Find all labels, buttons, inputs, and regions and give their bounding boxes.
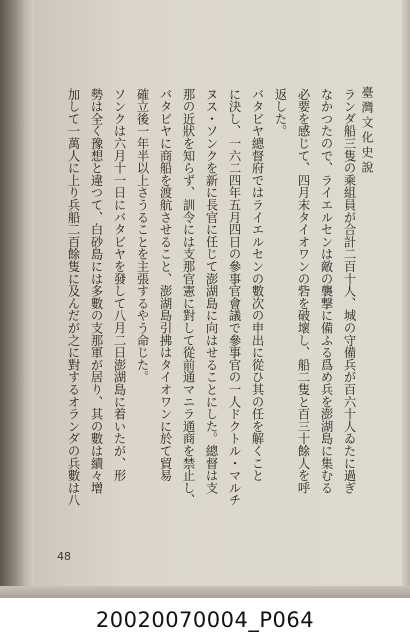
text-line: なかつたので、ライエルセンは敵の襲撃に備ふる爲め兵を澎湖島に集むる: [319, 88, 333, 494]
text-line: バタビヤ總督府ではライエルセンの數次の申出に從ひ其の任を解くこと: [250, 88, 264, 482]
body-text: [66, 88, 360, 548]
text-line: に決し、一六二四年五月四日の參事官會議で參事官の一人ドクトル・マルチ: [227, 88, 241, 507]
image-caption: 20020070004_P064: [95, 608, 315, 632]
text-line: バタビヤに商船を渡航させること、澎湖島引拂はタイオワンに於て貿易: [158, 88, 172, 482]
running-header: 臺灣文化史說: [360, 86, 374, 176]
text-line: ヌス・ソンクを新に長官に任じて澎湖島に向はせることにした。總督は支: [204, 88, 218, 494]
text-line: 確立後一年半以上さうることを主張するやう命じた。: [135, 88, 149, 384]
book-spine-shadow: [0, 0, 34, 598]
text-line: ランダ船三隻の乘組員が合計二百十人、城の守備兵が百六十人ゐたに過ぎ: [342, 88, 356, 494]
text-line: 加して一萬人に上り兵船二百餘隻に及んだが之に對するオランダの兵數は八: [66, 88, 80, 507]
text-line: 返した。: [273, 88, 287, 138]
text-line: 那の近狀を知らず、訓令には支那官憲に對して從前通マニラ通商を禁止し、: [181, 88, 195, 507]
text-line: 必要を感じて、四月末タイオワンの砦を破壞し、船二隻と百三十餘人を呼: [296, 88, 310, 494]
text-line: 勢は全く豫想と違つて、白砂島には多數の支那軍が居り、其の數は續々增: [89, 88, 103, 494]
text-line: ソンクは六月十一日にバタビヤを發して八月二日澎湖島に着いたが、形: [112, 88, 126, 482]
page-edge: [402, 0, 410, 598]
page-bottom-edge: [0, 586, 410, 598]
page-number: 48: [57, 550, 71, 563]
